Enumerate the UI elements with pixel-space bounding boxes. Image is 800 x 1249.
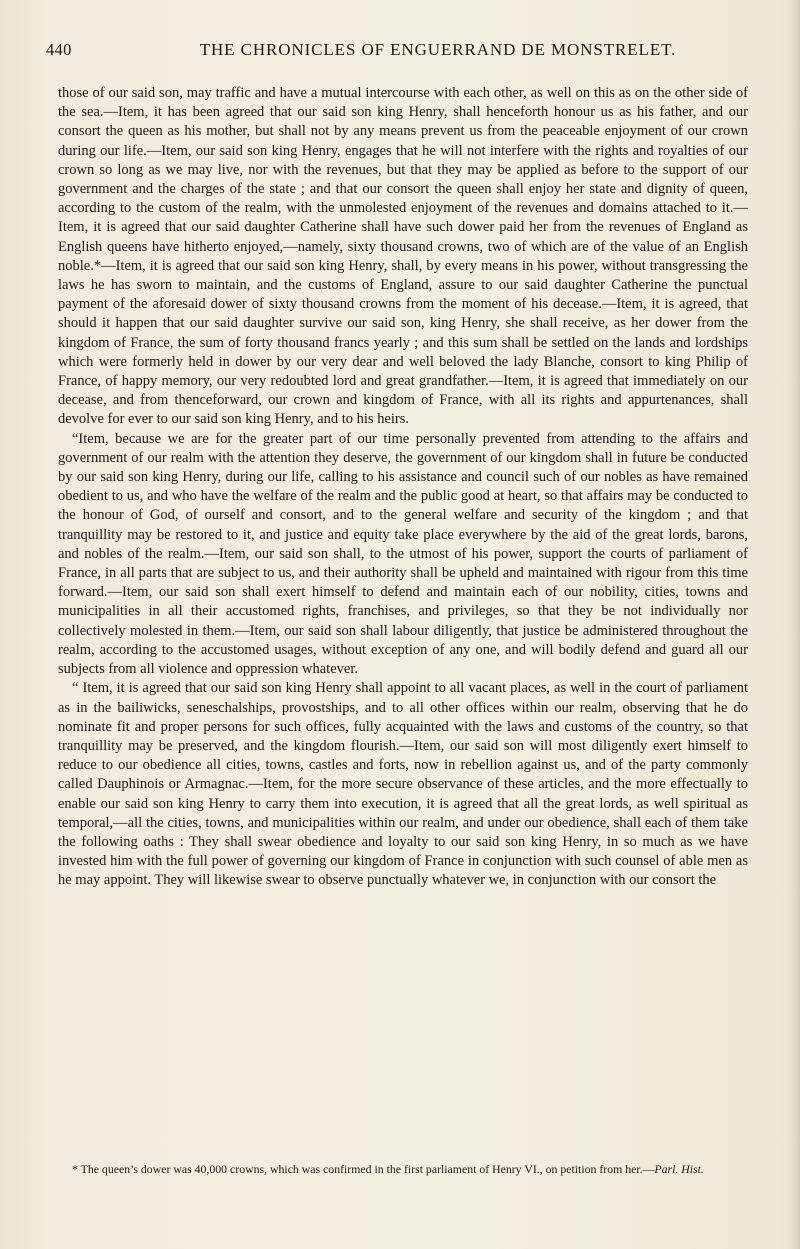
paragraph-3: “ Item, it is agreed that our said son king Henry shall appoint to all vacant places, as well in the court of parliament as in the bailiwicks, seneschalships, provostships, and to all other offices within our realm, observing that he do nominate fit and proper persons for such offices, fully acquainted with the laws and customs of the country, so that tranquillity may be preserved, and the kingdom flourish.—Item, our said son will most diligently exert himself to reduce to our obedience all cities, towns, castles and forts, now in rebellion against us, and of the party commonly called Dauphinois or Armagnac.—Item, for the more secure observance of these articles, and the more effectually to enable our said son king Henry to carry them into execution, it is agreed that all the great lords, as well spiritual as temporal,—all the cities, towns, and municipalities within our realm, and under our obedience, shall each of them take the following oaths : They shall swear obedience and loyalty to our said son king Henry, in so much as we have invested him with the full power of governing our kingdom of France in conjunction with such counsel of able men as he may appoint. They will likewise swear to observe punctually whatever we, in conjunction with our consort the [58,680,748,889]
page-edge-shadow [786,0,800,1249]
paragraph-1: those of our said son, may traffic and have a mutual intercourse with each other, as well on this as on the other side of the sea.—Item, it has been agreed that our said son king Henry, shall henceforth honour us as his father, and our consort the queen as his mother, but shall not by any means prevent us from the peaceable enjoyment of our crown during our life.—Item, our said son king Henry, engages that he will not interfere with the rights and royalties of our crown so long as we may live, nor with the revenues, but that they may be applied as before to the support of our government and the charges of the state ; and that our consort the queen shall enjoy her state and dignity of queen, according to the custom of the realm, with the unmolested enjoyment of the revenues and domains attached to it.—Item, it is agreed that our said daughter Catherine shall have such dower paid her from the revenues of England as English queens have hitherto enjoyed,—namely, sixty thousand crowns, two of which are of the value of an English noble.*—Item, it is agreed that our said son king Henry, shall, by every means in his power, without transgressing the laws he has sworn to maintain, and the customs of England, assure to our said daughter Catherine the punctual payment of the aforesaid dower of sixty thousand crowns from the moment of his decease.—Item, it is agreed, that should it happen that our said daughter survive our said son, king Henry, she shall receive, as her dower from the kingdom of France, the sum of forty thousand francs yearly ; and this sum shall be settled on the lands and lordships which were formerly held in dower by our very dear and well beloved the lady Blanche, consort to king Philip of France, of happy memory, our very redoubted lord and great grandfather.—Item, it is agreed that immediately on our decease, and from thenceforward, our crown and kingdom of France, with all its rights and appurtenances, shall devolve for ever to our said son king Henry, and to his heirs. [58,85,748,428]
running-head: THE CHRONICLES OF ENGUERRAND DE MONSTRELET. [199,40,677,59]
footnote-text: * The queen’s dower was 40,000 crowns, which was confirmed in the first parliament of Henry VI., on petition from her.— [72,1162,655,1176]
footnote-source: Parl. Hist. [654,1162,704,1176]
body-text [58,84,748,891]
page-header [46,40,758,64]
page-number: 440 [46,40,72,59]
footnote [58,1162,748,1178]
paragraph-2: “Item, because we are for the greater part of our time personally prevented from attending to the affairs and government of our realm with the attention they deserve, the government of our kingdom shall in future be conducted by our said son king Henry, during our life, calling to his assistance and council such of our nobles as have remained obedient to us, and who have the welfare of the realm and the public good at heart, so that affairs may be conducted to the honour of God, of ourself and consort, and to the general welfare and security of the kingdom ; and that tranquillity may be restored to it, and justice and equity take place everywhere by the aid of the great lords, barons, and nobles of the realm.—Item, our said son shall, to the utmost of his power, support the courts of parliament of France, in all parts that are subject to us, and their authority shall be upheld and maintained with rigour from this time forward.—Item, our said son shall exert himself to defend and maintain each of our nobility, cities, towns and municipalities in all their accustomed rights, franchises, and privileges, so that they be not individually nor collectively molested in them.—Item, our said son shall labour diligently, that justice be administered throughout the realm, according to the accustomed usages, without exception of any one, and will bodily defend and guard all our subjects from all violence and oppression whatever. [58,430,748,678]
